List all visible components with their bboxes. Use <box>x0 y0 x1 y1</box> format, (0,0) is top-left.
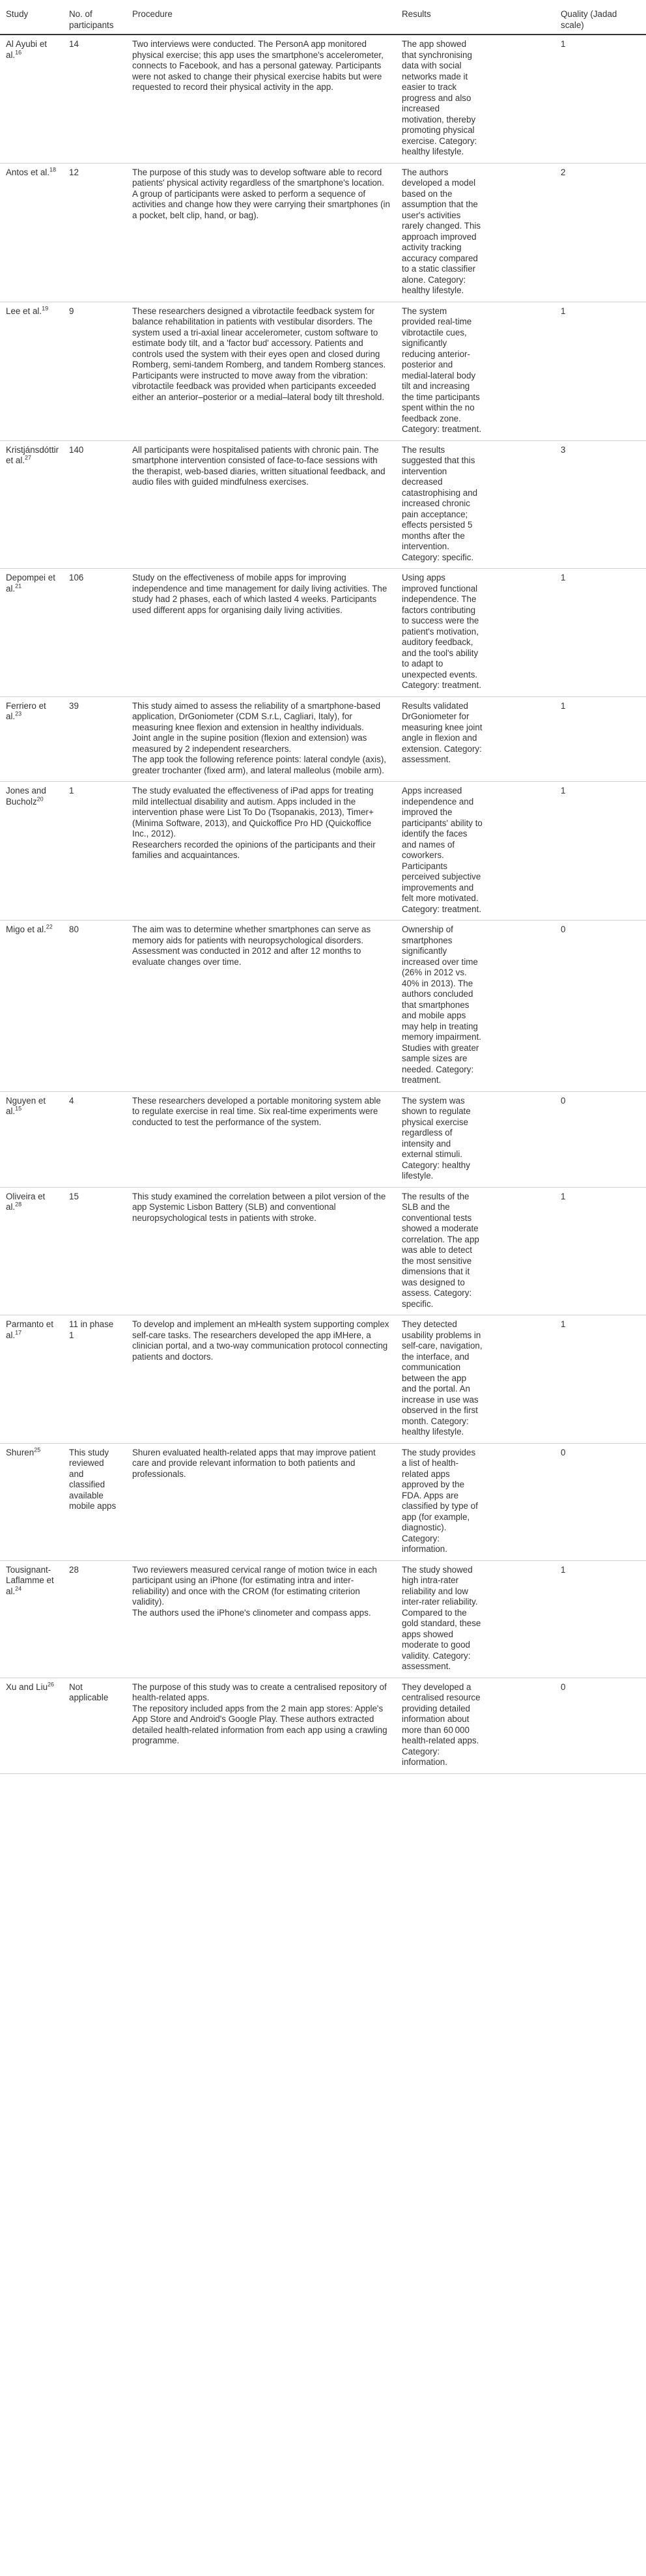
procedure-paragraph: Shuren evaluated health-related apps that may improve patient care and provide relevant information to both patients and professionals. <box>132 1447 376 1479</box>
table-row <box>0 782 646 921</box>
quality-cell: 1 <box>555 1187 646 1315</box>
quality-cell: 1 <box>555 1560 646 1678</box>
table-header <box>0 0 646 35</box>
results-cell: Using apps improved functional independence. The factors contributing to success were the patient's motivation, auditory feedback, and the tool's ability to adapt to unexpected events. Category: treatment. <box>396 569 486 697</box>
study-cell <box>0 569 63 697</box>
header-procedure: Procedure <box>126 0 396 35</box>
results-cell: They detected usability problems in self-care, navigation, the interface, and communication between the app and the portal. An increase in use was observed in the first month. Category: healthy lifestyle. <box>396 1315 486 1444</box>
procedure-paragraph: Two interviews were conducted. The PersonA app monitored physical exercise; this app uses the smartphone's accelerometer, connects to Facebook, and has a personal gateway. Participants were not asked to change their physical exercise habits but were requested to record their physical activity in the app. <box>132 39 384 92</box>
procedure-cell <box>126 35 396 163</box>
study-cell <box>0 1678 63 1773</box>
procedure-paragraph: This study aimed to assess the reliability of a smartphone-based application, DrGoniometer (CDM S.r.L, Cagliari, Italy), for measuring knee flexion and extension in healthy individuals. <box>132 700 381 732</box>
spacer-cell <box>486 1678 555 1773</box>
spacer-cell <box>486 1091 555 1187</box>
procedure-cell <box>126 696 396 782</box>
participants-cell: 11 in phase 1 <box>63 1315 126 1444</box>
study-cell <box>0 782 63 921</box>
quality-cell: 1 <box>555 569 646 697</box>
participants-cell: 28 <box>63 1560 126 1678</box>
header-participants: No. of participants <box>63 0 126 35</box>
study-reference: 22 <box>46 923 53 930</box>
participants-cell: 39 <box>63 696 126 782</box>
procedure-cell <box>126 921 396 1092</box>
study-cell <box>0 921 63 1092</box>
procedure-paragraph: These researchers developed a portable monitoring system able to regulate exercise in real time. Six real-time experiments were conducted to test the performance of the system. <box>132 1095 381 1127</box>
table-body <box>0 35 646 1773</box>
table-row <box>0 35 646 163</box>
results-cell: Results validated DrGoniometer for measuring knee joint angle in flexion and extension. Category: assessment. <box>396 696 486 782</box>
procedure-cell <box>126 1443 396 1560</box>
spacer-cell <box>486 440 555 569</box>
participants-cell: 80 <box>63 921 126 1092</box>
spacer-cell <box>486 569 555 697</box>
procedure-paragraph: Two reviewers measured cervical range of motion twice in each participant using an iPhone (for estimating intra and inter-reliability) and once with the CROM (for estimating criterion validity). <box>132 1564 377 1607</box>
quality-cell: 1 <box>555 696 646 782</box>
spacer-cell <box>486 163 555 302</box>
study-reference: 20 <box>36 795 44 803</box>
participants-cell: 14 <box>63 35 126 163</box>
quality-cell: 1 <box>555 1315 646 1444</box>
procedure-paragraph: This study examined the correlation between a pilot version of the app Systemic Lisbon Battery (SLB) and conventional neuropsychological tests in patients with stroke. <box>132 1191 386 1223</box>
study-cell <box>0 1187 63 1315</box>
procedure-paragraph: These researchers designed a vibrotactile feedback system for balance rehabilitation in patients with vestibular disorders. The system used a tri-axial linear accelerometer, custom software to estimate body tilt, and a 'factor bud' accessory. Patients and controls used the system with their eyes open and closed during Romberg, semi-tandem Romberg, and tandem Romberg stances. Participants were instructed to move away from the vibration: vibrotactile feedback was provided when participants exceeded either an anterior–posterior or a medial–lateral body tilt threshold. <box>132 306 386 402</box>
study-cell <box>0 302 63 440</box>
study-name: Migo et al. <box>6 924 46 934</box>
procedure-paragraph: To develop and implement an mHealth system supporting complex self-care tasks. The researchers developed the app iMHere, a clinician portal, and a two-way communication protocol connecting patients and doctors. <box>132 1319 389 1362</box>
study-cell <box>0 163 63 302</box>
procedure-cell <box>126 1678 396 1773</box>
procedure-paragraph: All participants were hospitalised patients with chronic pain. The smartphone intervention consisted of face-to-face sessions with the therapist, web-based diaries, written situational feedback, and audio files with guided mindfulness exercises. <box>132 444 386 487</box>
study-name: Xu and Liu <box>6 1682 48 1692</box>
participants-cell: 15 <box>63 1187 126 1315</box>
study-cell <box>0 35 63 163</box>
procedure-paragraph: The study evaluated the effectiveness of iPad apps for treating mild intellectual disability and autism. Apps included in the intervention phase were List To Do (Tsopanakis, 2013), Timer+ (Minima Software, 2013), and Quickoffice Pro HD (Quickoffice Inc., 2012). <box>132 786 374 838</box>
study-name: Tousignant-Laflamme et al. <box>6 1564 54 1596</box>
study-name: Depompei et al. <box>6 573 55 594</box>
results-cell: The results of the SLB and the conventional tests showed a moderate correlation. The app was able to detect the most sensitive dimensions that it was designed to assess. Category: specific. <box>396 1187 486 1315</box>
participants-cell: 12 <box>63 163 126 302</box>
results-cell: The authors developed a model based on the assumption that the user's activities rarely changed. This approach improved activity tracking accuracy compared to a static classifier alone. Category: healthy lifestyle. <box>396 163 486 302</box>
results-cell: Apps increased independence and improved the participants' ability to identify the faces and names of coworkers. Participants perceived subjective improvements and felt more motivated. Category: treatment. <box>396 782 486 921</box>
quality-cell: 0 <box>555 921 646 1092</box>
study-name: Antos et al. <box>6 167 49 177</box>
study-cell <box>0 696 63 782</box>
study-reference: 19 <box>42 305 49 312</box>
study-reference: 17 <box>15 1329 22 1336</box>
procedure-paragraph: The app took the following reference points: lateral condyle (axis), greater trochanter (fixed arm), and lateral malleolus (mobile arm). <box>132 754 387 775</box>
study-reference: 16 <box>15 49 22 56</box>
procedure-cell <box>126 569 396 697</box>
spacer-cell <box>486 1560 555 1678</box>
results-cell: The system was shown to regulate physical exercise regardless of intensity and external stimuli. Category: healthy lifestyle. <box>396 1091 486 1187</box>
study-cell <box>0 440 63 569</box>
quality-cell: 1 <box>555 35 646 163</box>
header-row <box>0 0 646 35</box>
procedure-paragraph: The purpose of this study was to create a centralised repository of health-related apps. <box>132 1682 387 1702</box>
study-reference: 15 <box>15 1105 22 1112</box>
procedure-cell <box>126 1315 396 1444</box>
study-reference: 26 <box>48 1681 55 1688</box>
participants-cell: Not applicable <box>63 1678 126 1773</box>
study-cell <box>0 1091 63 1187</box>
table-row <box>0 696 646 782</box>
header-spacer <box>486 0 555 35</box>
results-cell: They developed a centralised resource providing detailed information about more than 60 000 health-related apps. Category: information. <box>396 1678 486 1773</box>
study-name: Jones and Bucholz <box>6 786 46 807</box>
results-cell: The system provided real-time vibrotactile cues, significantly reducing anterior-posterior and medial-lateral body tilt and increasing the time participants spent within the no feedback zone. Category: treatment. <box>396 302 486 440</box>
table-row <box>0 569 646 697</box>
procedure-cell <box>126 163 396 302</box>
participants-cell: 106 <box>63 569 126 697</box>
procedure-cell <box>126 440 396 569</box>
table-row <box>0 1560 646 1678</box>
quality-cell: 0 <box>555 1443 646 1560</box>
quality-cell: 0 <box>555 1678 646 1773</box>
results-cell: The study showed high intra-rater reliability and low inter-rater reliability. Compared to the gold standard, these apps showed moderate to good validity. Category: assessment. <box>396 1560 486 1678</box>
participants-cell: This study reviewed and classified available mobile apps <box>63 1443 126 1560</box>
study-reference: 21 <box>15 582 22 590</box>
procedure-cell <box>126 1560 396 1678</box>
table-row <box>0 163 646 302</box>
study-name: Ferriero et al. <box>6 700 46 721</box>
study-reference: 23 <box>15 710 22 717</box>
spacer-cell <box>486 782 555 921</box>
spacer-cell <box>486 302 555 440</box>
results-cell: Ownership of smartphones significantly increased over time (26% in 2012 vs. 40% in 2013). The authors concluded that smartphones and mobile apps may help in treating memory impairment. Studies with greater sample sizes are needed. Category: treatment. <box>396 921 486 1092</box>
study-name: Oliveira et al. <box>6 1191 46 1212</box>
procedure-cell <box>126 782 396 921</box>
spacer-cell <box>486 35 555 163</box>
study-reference: 27 <box>25 454 32 461</box>
participants-cell: 140 <box>63 440 126 569</box>
spacer-cell <box>486 696 555 782</box>
study-cell <box>0 1443 63 1560</box>
header-quality: Quality (Jadad scale) <box>555 0 646 35</box>
procedure-paragraph: Joint angle in the supine position (flexion and extension) was measured by 2 independent researchers. <box>132 733 367 754</box>
spacer-cell <box>486 921 555 1092</box>
study-name: Shuren <box>6 1447 35 1457</box>
spacer-cell <box>486 1315 555 1444</box>
procedure-paragraph: Researchers recorded the opinions of the participants and their families and acquaintances. <box>132 839 376 860</box>
study-name: Kristjánsdóttir et al. <box>6 444 59 465</box>
procedure-paragraph: Study on the effectiveness of mobile apps for improving independence and time management for daily living activities. The study had 2 phases, each of which lasted 4 weeks. Participants used different apps for organising daily living activities. <box>132 573 387 615</box>
table-row <box>0 1091 646 1187</box>
results-cell: The study provides a list of health-related apps approved by the FDA. Apps are classified by type of app (for example, diagnostic). Category: information. <box>396 1443 486 1560</box>
table-row <box>0 1443 646 1560</box>
study-reference: 28 <box>15 1201 22 1208</box>
procedure-cell <box>126 302 396 440</box>
header-study: Study <box>0 0 63 35</box>
participants-cell: 1 <box>63 782 126 921</box>
procedure-cell <box>126 1091 396 1187</box>
table-row <box>0 302 646 440</box>
table-row <box>0 921 646 1092</box>
study-reference: 25 <box>34 1446 41 1453</box>
procedure-paragraph: The repository included apps from the 2 main app stores: Apple's App Store and Android's Google Play. These authors extracted detailed health-related information from each app using a crawling programme. <box>132 1703 387 1745</box>
procedure-paragraph: The authors used the iPhone's clinometer and compass apps. <box>132 1607 371 1618</box>
table-row <box>0 1187 646 1315</box>
table-row <box>0 1315 646 1444</box>
quality-cell: 1 <box>555 302 646 440</box>
participants-cell: 9 <box>63 302 126 440</box>
study-cell <box>0 1315 63 1444</box>
quality-cell: 2 <box>555 163 646 302</box>
study-name: Al Ayubi et al. <box>6 39 48 60</box>
header-results: Results <box>396 0 486 35</box>
procedure-cell <box>126 1187 396 1315</box>
spacer-cell <box>486 1187 555 1315</box>
spacer-cell <box>486 1443 555 1560</box>
results-cell: The app showed that synchronising data with social networks made it easier to track progress and also increased motivation, thereby promoting physical exercise. Category: healthy lifestyle. <box>396 35 486 163</box>
study-name: Lee et al. <box>6 306 42 316</box>
results-cell: The results suggested that this intervention decreased catastrophising and increased chronic pain acceptance; effects persisted 5 months after the intervention. Category: specific. <box>396 440 486 569</box>
study-cell <box>0 1560 63 1678</box>
procedure-paragraph: The purpose of this study was to develop software able to record patients' physical activity regardless of the smartphone's location. A group of participants were asked to perform a sequence of activities and change how they were carrying their smartphones (in a pocket, belt clip, hand, or bag). <box>132 167 390 220</box>
table-row <box>0 440 646 569</box>
table-row <box>0 1678 646 1773</box>
study-reference: 24 <box>15 1585 22 1592</box>
study-reference: 18 <box>49 166 57 173</box>
study-name: Parmanto et al. <box>6 1319 53 1340</box>
study-name: Nguyen et al. <box>6 1095 46 1116</box>
quality-cell: 1 <box>555 782 646 921</box>
procedure-paragraph: The aim was to determine whether smartphones can serve as memory aids for patients with neuropsychological disorders. Assessment was conducted in 2012 and after 12 months to evaluate changes over time. <box>132 924 371 967</box>
quality-cell: 0 <box>555 1091 646 1187</box>
participants-cell: 4 <box>63 1091 126 1187</box>
quality-cell: 3 <box>555 440 646 569</box>
